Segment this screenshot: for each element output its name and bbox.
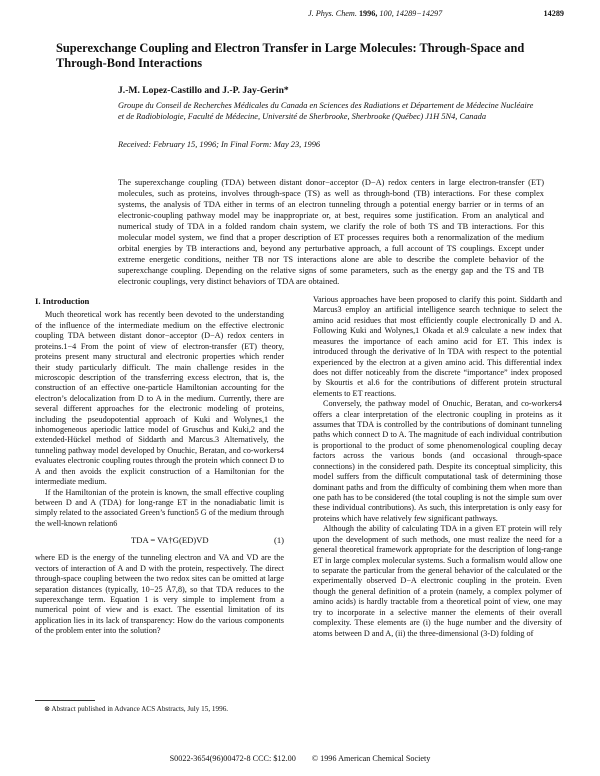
page-number: 14289 <box>543 9 564 18</box>
copyright: © 1996 American Chemical Society <box>311 754 431 763</box>
equation-body: TDA = VA†G(ED)VD <box>131 535 209 546</box>
equation-number: (1) <box>273 535 284 546</box>
page-footer <box>0 754 600 763</box>
footnote-rule <box>35 700 95 701</box>
paragraph: If the Hamiltonian of the protein is known, the small effective coupling between D and A (TDA) for long-range ET in the nonadiabatic limit is simply related to the associated Green’s function5 G of the medium through the well-known relation6 <box>35 487 284 528</box>
equation-1 <box>35 535 284 548</box>
article-title: Superexchange Coupling and Electron Transfer in Large Molecules: Through-Space and Through-Bond Interactions <box>56 41 525 70</box>
received-dates: Received: February 15, 1996; In Final Form: May 23, 1996 <box>118 140 321 149</box>
paragraph: Although the ability of calculating TDA in a given ET protein will rely upon the development of such methods, one must realize the need for a general theoretical framework appropriate for the description of long-range ET in large complex molecular systems. Such a formalism would allow one to separate the particular from the general behavior of the calculated or the experimentally observed D−A electronic coupling in the protein. Even though the general definition of a protein (namely, a complex polymer of amino acids) is hardly tractable from a theoretical point of view, one may try to incorporate in a selective manner the elements of their overall complexity. These elements are (i) the huge number and the diversity of atoms between D and A, (ii) the three-dimensional (3-D) folding of <box>313 524 562 638</box>
abstract: The superexchange coupling (TDA) between distant donor−acceptor (D−A) redox centers in large electron-transfer (ET) molecules, such as proteins, involves through-space (TS) as well as through-bond (TB) interactions. For these complex systems, the analysis of TDA either in terms of an electron tunneling through a potential energy barrier or in terms of an electronic-coupling pathway model may be inappropriate or, at best, requires some justification. From an analytical and numerical study of TDA in a folded random chain system, we clarify the role of both TS and TB interactions. For this molecular model system, we find that a proper description of ET processes requires both a renormalization of the medium orbital energies by TB interactions and, beyond any perturbative approach, a full account of TS couplings. Except under extreme energetic conditions, neither TB nor TS interactions alone are able to describe the complete behavior of the superexchange coupling. Depending on the relative signs of some parameters, such as the energy gap and the TS and TB electronic couplings, very distinct behaviors of TDA are obtained. <box>118 178 544 286</box>
paragraph: Much theoretical work has recently been devoted to the understanding of the influence of the intermediate medium on the effective electronic coupling TDA between distant donor−acceptor (D−A) redox centers in proteins.1−4 From the point of view of electron-transfer (ET) theory, proteins present many structural and electronic properties which render their study particularly difficult. The main challenge resides in the microscopic description of the transferring excess electron, that is, the construction of an effective one-particle Hamiltonian accounting for the electron’s delocalization from D to A in the medium. Currently, there are several different approaches for the electronic modeling of proteins, including the pseudopotential approach of Kuki and Wolynes,1 the inhomogeneous aperiodic lattice model of Gruschus and Kuki,2 and the extended-Hückel method of Siddarth and Marcus.3 Alternatively, the tunneling pathway model developed by Onuchic, Beratan, and co-workers4 evaluates electronic coupling routes through the protein which connect D to A and then avoids the explicit construction of a Hamiltonian for the intermediate medium. <box>35 310 284 487</box>
paragraph: Various approaches have been proposed to clarify this point. Siddarth and Marcus3 employ an artificial intelligence search technique to select the amino acid residues that most efficiently couple electronically D and A. Following Kuki and Wolynes,1 Okada et al.9 calculate a new index that measures the importance of each amino acid for ET. This index is introduced through the derivative of ln TDA with respect to the potential experienced by the electron at a given amino acid. This differential index does not differ noticeably from the discrete “importance” index proposed by Skourtis et al.6 for the contributions of different protein structural elements to ET reactions. <box>313 295 562 398</box>
paragraph: Conversely, the pathway model of Onuchic, Beratan, and co-workers4 offers a clear interpretation of the electronic coupling in proteins as it assumes that TDA is controlled by the contributions of dominant tunneling paths which connect D to A. The magnitude of each individual contribution is proportional to the product of some phenomenological coupling decay factors across the various bonds (and occasional through-space connections) in the considered path. Despite its conceptual simplicity, this model suffers from the difficult computational task of determining those dominant paths and from the difficulty of combining them when more than one path has to be considered (the total coupling is not the simple sum over these individual contributions). As such, this interpretation is only easy for proteins which have relatively few significant pathways. <box>313 399 562 523</box>
section-heading: I. Introduction <box>35 296 90 306</box>
journal-citation: J. Phys. Chem. 1996, 100, 14289−14297 <box>308 9 443 18</box>
authors: J.-M. Lopez-Castillo and J.-P. Jay-Gerin* <box>118 85 289 96</box>
running-head <box>0 9 600 21</box>
right-column <box>313 295 562 639</box>
left-column <box>35 296 284 637</box>
paragraph: where ED is the energy of the tunneling electron and VA and VD are the vectors of interaction of A and D with the protein, respectively. The direct through-space coupling between the two redox sites can be omitted at large separation distances (typically, 10−25 Å7,8), so that TDA reduces to the superexchange term. Equation 1 is very simple to implement from a numerical point of view and is exact. The essential limitation of its application lies in its lack of transparency: How do the various components of the problem enter into the solution? <box>35 553 284 636</box>
footnote: ⊗ Abstract published in Advance ACS Abstracts, July 15, 1996. <box>44 705 229 713</box>
article-code: S0022-3654(96)00472-8 CCC: $12.00 <box>169 754 296 763</box>
affiliation: Groupe du Conseil de Recherches Médicales du Canada en Sciences des Radiations et Département de Médecine Nucléaire et de Radiobiologie, Faculté de Médecine, Université de Sherbrooke, Sherbrooke (Québec) J1H 5N4, Canada <box>118 101 534 121</box>
